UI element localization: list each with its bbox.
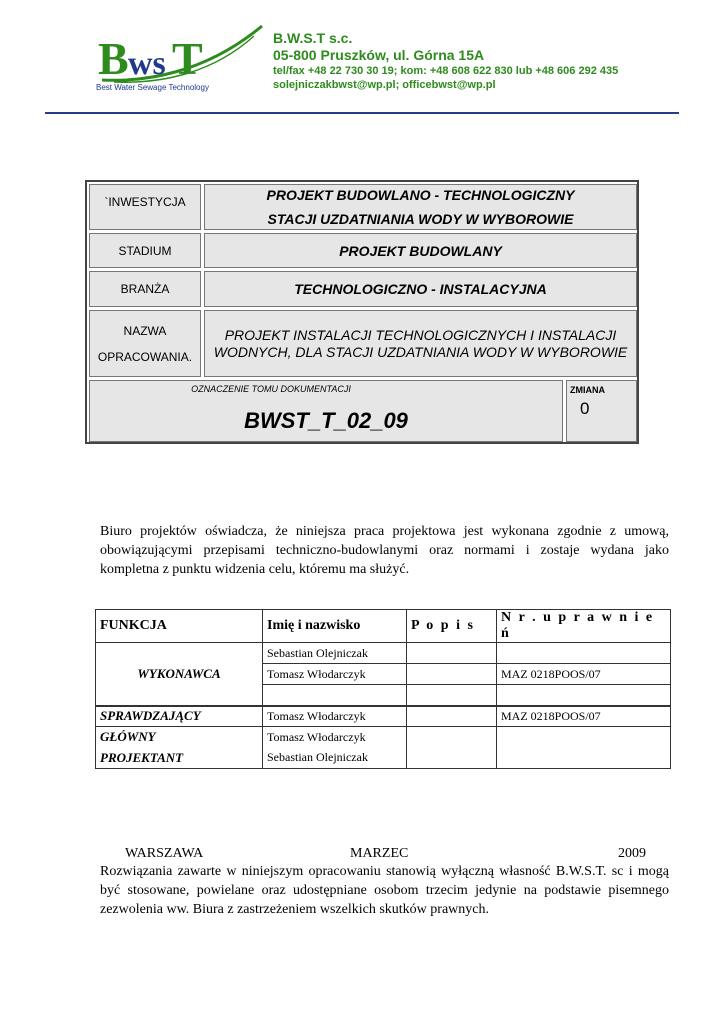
- header-license: N r . u p r a w n i e ń: [497, 610, 671, 643]
- company-phone: tel/fax +48 22 730 30 19; kom: +48 608 622 830 lub +48 606 292 435: [273, 65, 619, 77]
- zmiana-label: ZMIANA: [570, 385, 605, 395]
- zmiana-cell: [566, 380, 637, 442]
- responsibility-table: [95, 609, 671, 769]
- stadium-label: STADIUM: [89, 233, 201, 268]
- svg-text:ws: ws: [128, 45, 166, 82]
- table-row: [96, 727, 671, 748]
- branza-label: BRANŻA: [89, 271, 201, 307]
- role-wykonawca: WYKONAWCA: [96, 643, 263, 706]
- footer-month: MARZEC: [350, 846, 409, 861]
- nazwa-value: PROJEKT INSTALACJI TECHNOLOGICZNYCH I INSTALACJI WODNYCH, DLA STACJI UZDATNIANIA WODY W WYBOROWIE: [204, 310, 637, 377]
- company-address: 05-800 Pruszków, ul. Górna 15A: [273, 47, 485, 63]
- nazwa-label-line-2: OPRACOWANIA.: [97, 349, 193, 364]
- company-name: B.W.S.T s.c.: [273, 30, 353, 46]
- header-divider: [45, 112, 679, 114]
- oznaczenie-label: OZNACZENIE TOMU DOKUMENTACJI: [191, 384, 351, 394]
- zmiana-value: 0: [580, 399, 590, 418]
- role-glowny-line-2: PROJEKTANT: [96, 748, 263, 769]
- header-funkcja: FUNKCJA: [96, 610, 263, 643]
- nazwa-label: [89, 310, 201, 377]
- company-email: solejniczakbwst@wp.pl; officebwst@wp.pl: [273, 79, 496, 91]
- name-cell: Tomasz Włodarczyk: [263, 727, 407, 748]
- name-cell: Tomasz Włodarczyk: [263, 706, 407, 727]
- footer-year: 2009: [618, 846, 646, 861]
- project-info-box: [85, 180, 639, 444]
- company-logo: [94, 22, 266, 94]
- name-cell: Tomasz Włodarczyk: [263, 664, 407, 685]
- signature-cell: [407, 664, 497, 685]
- signature-cell: [407, 643, 497, 664]
- company-info: [273, 30, 618, 92]
- header-name: Imię i nazwisko: [263, 610, 407, 643]
- license-cell: [497, 685, 671, 706]
- role-glowny-line-1: GŁÓWNY: [96, 727, 263, 748]
- signature-cell: [407, 727, 497, 769]
- svg-text:B: B: [98, 33, 129, 84]
- inwestycja-label: `INWESTYCJA: [89, 184, 201, 230]
- table-header-row: [96, 610, 671, 643]
- branza-value: TECHNOLOGICZNO - INSTALACYJNA: [204, 271, 637, 307]
- table-row: [96, 643, 671, 664]
- signature-cell: [407, 685, 497, 706]
- license-cell: MAZ 0218POOS/07: [497, 706, 671, 727]
- license-cell: [497, 727, 671, 769]
- signature-cell: [407, 706, 497, 727]
- nazwa-label-line-1: NAZWA: [123, 323, 167, 338]
- rights-notice: Rozwiązania zawarte w niniejszym opracowaniu stanowią wyłączną własność B.W.S.T. sc i mogą być stosowane, powielane oraz udostępniane osobom trzecim jedynie na podstawie pisemnego zezwolenia ww. Biura z zastrzeżeniem wszelkich skutków prawnych.: [100, 864, 669, 917]
- stadium-value: PROJEKT BUDOWLANY: [204, 233, 637, 268]
- inwestycja-line-1: PROJEKT BUDOWLANO - TECHNOLOGICZNY: [266, 187, 575, 203]
- oznaczenie-cell: [89, 380, 563, 442]
- svg-text:T: T: [172, 33, 203, 84]
- license-cell: [497, 643, 671, 664]
- name-cell: [263, 685, 407, 706]
- table-row: [96, 706, 671, 727]
- name-cell: Sebastian Olejniczak: [263, 748, 407, 769]
- name-cell: Sebastian Olejniczak: [263, 643, 407, 664]
- statement-paragraph: Biuro projektów oświadcza, że niniejsza praca projektowa jest wykonana zgodnie z umową, obowiązującymi przepisami techniczno-budowlanymi oraz normami i zostaje wydana jako kompletna z punktu widzenia celu, któremu ma służyć.: [100, 524, 669, 577]
- license-cell: MAZ 0218POOS/07: [497, 664, 671, 685]
- document-code: BWST_T_02_09: [244, 408, 408, 433]
- role-sprawdzajacy: SPRAWDZAJĄCY: [96, 706, 263, 727]
- inwestycja-line-2: STACJI UZDATNIANIA WODY W WYBOROWIE: [267, 211, 574, 227]
- footer-city: WARSZAWA: [125, 846, 204, 861]
- logo-tagline: Best Water Sewage Technology: [96, 83, 209, 92]
- inwestycja-value: [204, 184, 637, 230]
- header-signature: P o p i s: [407, 610, 497, 643]
